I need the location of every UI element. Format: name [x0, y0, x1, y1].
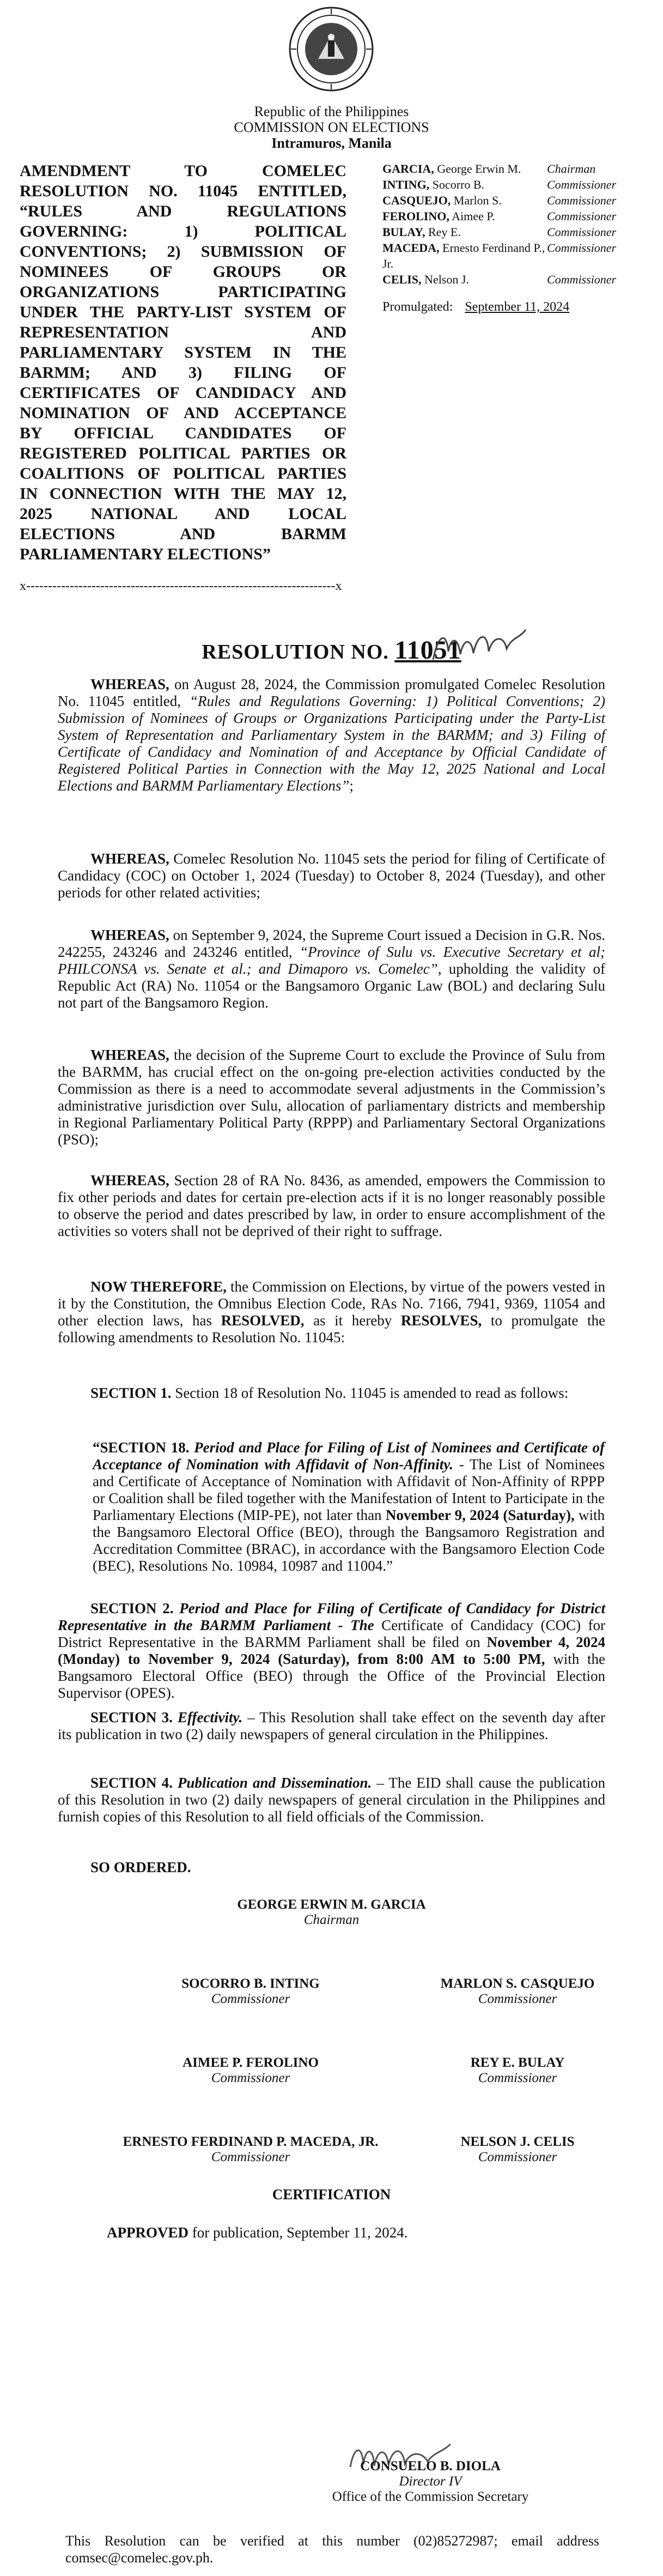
signatory-casquejo: MARLON S. CASQUEJO Commissioner — [440, 1976, 595, 2006]
title-line: COALITIONS OF POLITICAL PARTIES — [20, 464, 346, 482]
whereas-paragraph-4: WHEREAS, the decision of the Supreme Court to exclude the Province of Sulu from the BARMM, has crucial effect on the on-going pre-election activities conducted by the Commission as there is a need to accommodate several adjustments in the Commission’s administrative jurisdiction over Sulu, allocation of parliamentary districts and membership in Regional Parliamentary Political Party (RPPP) and Parliamentary Sectoral Organizations (PSO); — [58, 1047, 605, 1148]
resolution-number: RESOLUTION NO. 11051 — [202, 636, 461, 665]
title-line: NOMINEES OF GROUPS OR — [20, 263, 346, 281]
title-line: REGISTERED POLITICAL PARTIES OR — [20, 444, 346, 462]
commissioners-list — [382, 161, 644, 287]
signatory-maceda: ERNESTO FERDINAND P. MACEDA, JR. Commissioner — [123, 2134, 379, 2164]
certification-approved: APPROVED for publication, September 11, 2024. — [107, 2224, 408, 2241]
commissioner-row: GARCIA, George Erwin M. Chairman — [382, 162, 596, 176]
handwritten-initials — [428, 622, 531, 671]
signatory-bulay: REY E. BULAY Commissioner — [470, 2055, 565, 2085]
signatory-chairman: GEORGE ERWIN M. GARCIA Chairman — [237, 1897, 426, 1927]
title-line: PARLIAMENTARY SYSTEM IN THE — [20, 343, 346, 361]
title-line: NOMINATION OF AND ACCEPTANCE — [20, 404, 346, 422]
certifying-officer: CONSUELO B. DIOLA Director IV Office of the Commission Secretary — [332, 2459, 529, 2504]
so-ordered: SO ORDERED. — [90, 1859, 191, 1875]
agency-line: COMMISSION ON ELECTIONS — [234, 119, 429, 135]
title-line: BARMM; AND 3) FILING OF — [20, 364, 346, 382]
section-18-quote: “SECTION 18. Period and Place for Filing of List of Nominees and Certificate of Acceptance of Nomination with Affidavit of Non-Affinity. - The List of Nominees and Certificate of Acceptance of Nomination with Affidavit of Non-Affinity of RPPP or Coalition shall be filed together with the Manifestation of Intent to Participate in the Parliamentary Elections (MIP-PE), not later than November 9, 2024 (Saturday), with the Bangsamoro Electoral Office (BEO), through the Bangsamoro Registration and Accreditation Committee (BRAC), in accordance with the Bangsamoro Election Code (BEC), Resolutions No. 10984, 10987 and 11004.” — [93, 1439, 605, 1574]
section-3-paragraph: SECTION 3. Effectivity. – This Resolution shall take effect on the seventh day after its publication in two (2) daily newspapers of general circulation in the Philippines. — [58, 1709, 606, 1742]
commissioner-row: BULAY, Rey E. Commissioner — [382, 225, 617, 239]
resolution-title — [20, 161, 346, 564]
location-line: Intramuros, Manila — [271, 135, 392, 151]
title-separator: x-----------------------------------------------------------------------x — [20, 579, 342, 593]
title-line: REPRESENTATION AND — [20, 323, 346, 341]
now-therefore-paragraph: NOW THEREFORE, the Commission on Elections, by virtue of the powers vested in it by the Constitution, the Omnibus Election Code, RAs No. 7166, 7941, 9369, 11054 and other election laws, has RESOLVED, as it hereby RESOLVES, to promulgate the following amendments to Resolution No. 11045: — [58, 1278, 606, 1346]
commissioner-row: INTING, Socorro B. Commissioner — [382, 178, 617, 191]
title-line: ELECTIONS AND BARMM — [20, 525, 346, 543]
title-line: “RULES AND REGULATIONS — [20, 202, 346, 220]
commissioner-row: MACEDA, Ernesto Ferdinand P., Jr. Commissioner — [382, 241, 617, 270]
title-line: ORGANIZATIONS PARTICIPATING — [20, 283, 346, 301]
section-4-paragraph: SECTION 4. Publication and Dissemination. – The EID shall cause the publication of this Resolution in two (2) daily newspapers of general circulation in the Philippines and furnish copies of this Resolution to all field officials of the Commission. — [58, 1775, 605, 1825]
signatory-inting: SOCORRO B. INTING Commissioner — [181, 1976, 320, 2006]
whereas-paragraph-3: WHEREAS, on September 9, 2024, the Supreme Court issued a Decision in G.R. Nos. 242255, 243246 and 243246 entitled, “Province of Sulu vs. Executive Secretary et al; PHILCONSA vs. Senate et al.; and Dimaporo vs. Comelec”, upholding the validity of Republic Act (RA) No. 11054 or the Bangsamoro Organic Law (BOL) and declaring Sulu not part of the Bangsamoro Region. — [58, 927, 605, 1011]
title-line: RESOLUTION NO. 11045 ENTITLED, — [20, 182, 346, 200]
section-1-paragraph: SECTION 1. Section 18 of Resolution No. 11045 is amended to read as follows: — [90, 1385, 569, 1401]
title-line: GOVERNING: 1) POLITICAL — [20, 222, 346, 240]
signatory-celis: NELSON J. CELIS Commissioner — [460, 2134, 575, 2164]
title-line: 2025 NATIONAL AND LOCAL — [20, 505, 346, 523]
whereas-paragraph-5: WHEREAS, Section 28 of RA No. 8436, as amended, empowers the Commission to fix other periods and dates for certain pre-election acts if it is no longer reasonably possible to observe the period and dates prescribed by law, in order to ensure accomplishment of the activities so voters shall not be deprived of their right to suffrage. — [58, 1172, 605, 1239]
title-line: PARLIAMENTARY ELECTIONS” — [20, 545, 271, 563]
commissioner-row: CASQUEJO, Marlon S. Commissioner — [382, 194, 617, 207]
signatory-ferolino: AIMEE P. FEROLINO Commissioner — [183, 2055, 319, 2085]
verification-footer: This Resolution can be verified at this number (02)85272987; email address comsec@comelec.gov.ph. — [65, 2533, 599, 2566]
whereas-paragraph-2: WHEREAS, Comelec Resolution No. 11045 sets the period for filing of Certificate of Candidacy (COC) on October 1, 2024 (Tuesday) to October 8, 2024 (Tuesday), and other periods for other related activities; — [58, 850, 605, 901]
republic-line: Republic of the Philippines — [254, 104, 409, 119]
commissioner-row: CELIS, Nelson J. Commissioner — [382, 273, 617, 286]
title-line: CERTIFICATES OF CANDIDACY AND — [20, 384, 346, 402]
title-line: IN CONNECTION WITH THE MAY 12, — [20, 485, 346, 503]
title-line: AMENDMENT TO COMELEC — [20, 162, 346, 180]
title-line: BY OFFICIAL CANDIDATES OF — [20, 424, 346, 442]
title-line: CONVENTIONS; 2) SUBMISSION OF — [20, 243, 346, 261]
section-2-paragraph: SECTION 2. Period and Place for Filing of Certificate of Candidacy for District Representative in the BARMM Parliament - The Certificate of Candidacy (COC) for District Representative in the BARMM Parliament shall be filed on November 4, 2024 (Monday) to November 9, 2024 (Saturday), from 8:00 AM to 5:00 PM, with the Bangsamoro Electoral Office (BEO) through the Office of the Provincial Election Supervisor (OPES). — [58, 1600, 605, 1701]
comelec-seal — [288, 5, 375, 93]
commissioner-row: FEROLINO, Aimee P. Commissioner — [382, 209, 617, 223]
whereas-paragraph-1: WHEREAS, on August 28, 2024, the Commission promulgated Comelec Resolution No. 11045 entitled, “Rules and Regulations Governing: 1) Political Conventions; 2) Submission of Nominees of Groups or Organizations Participating under the Party-List System of Representation and Parliamentary System in the BARMM; and 3) Filing of Certificate of Candidacy and Nomination of and Acceptance by Official Candidate of Registered Political Parties in Connection with the May 12, 2025 National and Local Elections and BARMM Parliamentary Elections”; — [58, 676, 605, 794]
title-line: UNDER THE PARTY-LIST SYSTEM OF — [20, 303, 346, 321]
promulgated-date: Promulgated: September 11, 2024 — [382, 300, 570, 314]
certification-heading: CERTIFICATION — [272, 2186, 391, 2203]
